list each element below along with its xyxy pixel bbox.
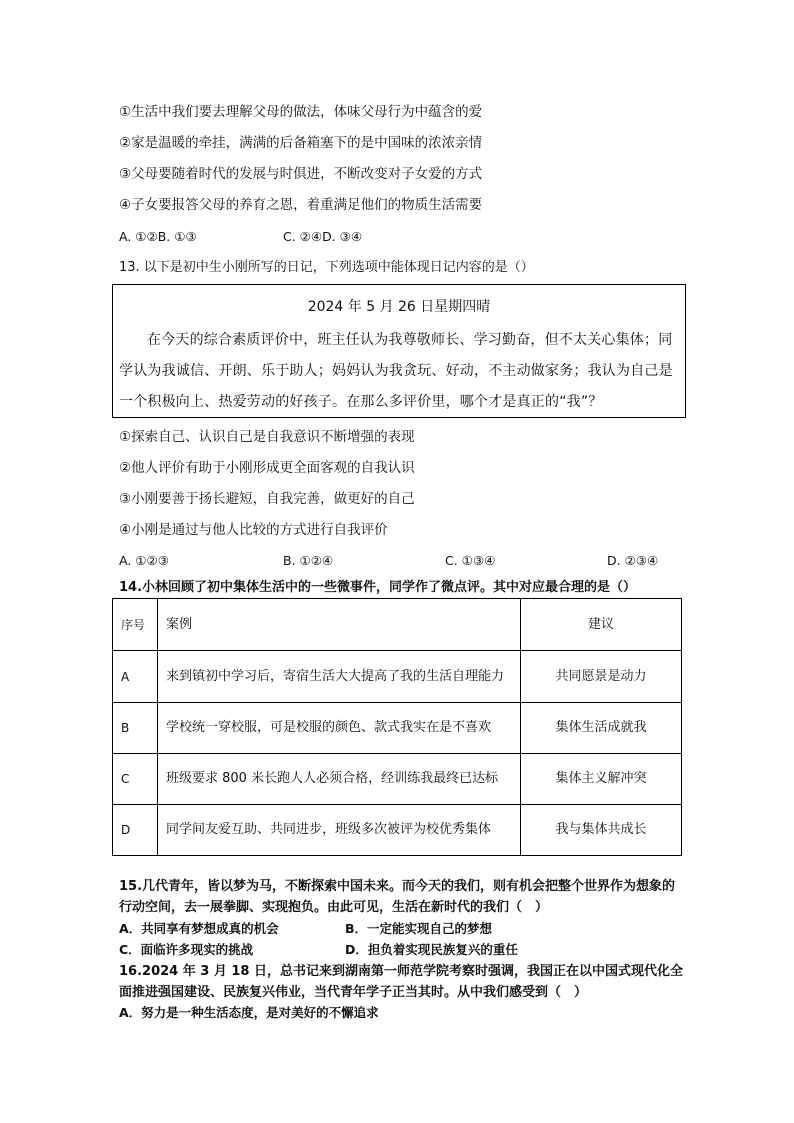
q12-statement-1: ①生活中我们要去理解父母的做法，体味父母行为中蕴含的爱 xyxy=(119,104,483,120)
table-row xyxy=(113,703,682,754)
q13-statement-2: ②他人评价有助于小刚形成更全面客观的自我认识 xyxy=(119,460,415,476)
q14-title: 14.小林回顾了初中集体生活中的一些微事件，同学作了微点评。其中对应最合理的是（） xyxy=(119,580,637,595)
q13-diary-box xyxy=(112,284,686,418)
row-no: C xyxy=(113,754,158,805)
header-case: 案例 xyxy=(158,599,521,651)
q15-option-c: C．面临许多现实的挑战 xyxy=(119,942,254,957)
table-row xyxy=(113,754,682,805)
row-no: A xyxy=(113,651,158,703)
row-case: 班级要求 800 米长跑人人必须合格，经训练我最终已达标 xyxy=(158,754,521,805)
row-case: 同学间友爱互助、共同进步，班级多次被评为校优秀集体 xyxy=(158,805,521,856)
header-no: 序号 xyxy=(113,599,158,651)
q15-option-b: B．一定能实现自己的梦想 xyxy=(345,921,493,936)
q14-case-table xyxy=(112,598,682,856)
diary-date: 2024 年 5 月 26 日星期四晴 xyxy=(307,299,491,315)
row-no: B xyxy=(113,703,158,754)
q15-text: 15.几代青年，皆以梦为马，不断探索中国未来。而今天的我们，则有机会把整个世界作为想象的行动空间，去一展拳脚、实现抱负。由此可见，生活在新时代的我们（ ） xyxy=(119,879,676,915)
row-advice: 集体主义解冲突 xyxy=(521,754,682,805)
row-advice: 集体生活成就我 xyxy=(521,703,682,754)
q15-option-a: A．共同享有梦想成真的机会 xyxy=(119,921,279,936)
table-header-row xyxy=(113,599,682,651)
q13-statement-3: ③小刚要善于扬长避短，自我完善，做更好的自己 xyxy=(119,491,415,507)
q13-option-b: B. ①②④ xyxy=(283,553,334,568)
q12-option-cd: C. ②④D. ③④ xyxy=(283,229,363,244)
q16-text: 16.2024 年 3 月 18 日，总书记来到湖南第一师范学院考察时强调，我国正在以中国式现代化全面推进强国建设、民族复兴伟业，当代青年学子正当其时。从中我们感受到（ ） xyxy=(119,964,683,1000)
q13-option-d: D. ②③④ xyxy=(607,553,659,568)
header-advice: 建议 xyxy=(521,599,682,651)
row-case: 来到镇初中学习后，寄宿生活大大提高了我的生活自理能力 xyxy=(158,651,521,703)
q12-statement-3: ③父母要随着时代的发展与时俱进，不断改变对子女爱的方式 xyxy=(119,166,483,182)
row-advice: 我与集体共成长 xyxy=(521,805,682,856)
q16-option-a: A．努力是一种生活态度，是对美好的不懈追求 xyxy=(119,1005,379,1020)
q12-statement-2: ②家是温暖的牵挂，满满的后备箱塞下的是中国味的浓浓亲情 xyxy=(119,135,483,151)
row-no: D xyxy=(113,805,158,856)
q13-option-c: C. ①③④ xyxy=(445,553,496,568)
row-case: 学校统一穿校服，可是校服的颜色、款式我实在是不喜欢 xyxy=(158,703,521,754)
q13-option-a: A. ①②③ xyxy=(119,553,169,568)
table-row xyxy=(113,651,682,703)
diary-body: 在今天的综合素质评价中，班主任认为我尊敬师长、学习勤奋，但不太关心集体；同学认为我诚信、开朗、乐于助人；妈妈认为我贪玩、好动，不主动做家务；我认为自己是一个积极向上、热爱劳动的好孩子。在那么多评价里，哪个才是真正的“我”？ xyxy=(119,332,673,410)
row-advice: 共同愿景是动力 xyxy=(521,651,682,703)
table-row xyxy=(113,805,682,856)
q12-option-ab: A. ①②B. ①③ xyxy=(119,229,197,244)
q12-statement-4: ④子女要报答父母的养育之恩，着重满足他们的物质生活需要 xyxy=(119,197,483,213)
q15-option-d: D．担负着实现民族复兴的重任 xyxy=(345,942,518,957)
q13-statement-4: ④小刚是通过与他人比较的方式进行自我评价 xyxy=(119,522,388,538)
q13-statement-1: ①探索自己、认识自己是自我意识不断增强的表现 xyxy=(119,429,415,445)
q13-title: 13. 以下是初中生小刚所写的日记，下列选项中能体现日记内容的是（） xyxy=(119,260,534,275)
